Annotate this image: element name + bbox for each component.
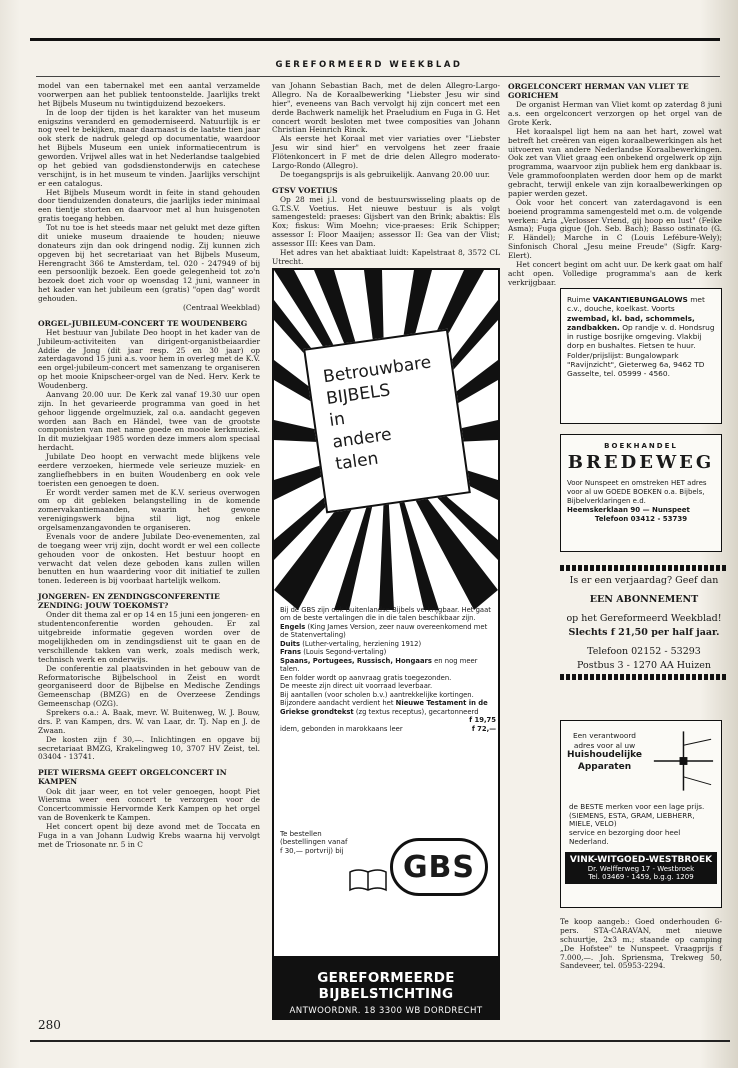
language-item: Duits (Luther-vertaling, herziening 1912) — [280, 639, 422, 648]
column-1 — [38, 82, 260, 850]
bible-cover-graphic — [303, 329, 471, 514]
source-credit: (Centraal Weekblad) — [182, 302, 260, 312]
paragraph: Het adres van het abaktiaat luidt: Kapelstraat 8, 3572 CL Utrecht. — [272, 247, 500, 266]
gbs-logo: GBS — [390, 838, 488, 896]
wavy-divider — [560, 565, 728, 571]
ad-note: De meeste zijn direct uit voorraad leverbaar. — [280, 682, 433, 691]
bookstore-label: BOEKHANDEL — [604, 442, 678, 450]
bookstore-name: BREDEWEG — [567, 452, 715, 473]
list-item: de BESTE merken voor een lage prijs. (SIEMENS, ESTA, GRAM, LIEBHERR, MIELE, VELO) — [569, 802, 705, 829]
paragraph: Op 28 mei j.l. vond de bestuurswisseling plaats op de G.T.S.V. Voetius. Het nieuwe bestuur is als volgt samengesteld: praeses: Gijsbert van den Brink; abaktis: Els Kox; fiskus: Wim Moehn; vice-praeses: Erik Schipper; assessor I: Floor Maaijen; assessor II: Gea van der Vlist; assessor III: Kees van Dam. — [272, 194, 500, 249]
paragraph: De conferentie zal plaatsvinden in het gebouw van de Reformatorische Bijbelschool in Zeist en wordt georganiseerd door de Bijbelse en Medische Zendings Gemeenschap (BMZG) en de Overzeese Zendings Gemeenschap (OZG). — [38, 663, 260, 709]
ad-intro: Een verantwoord adres voor al uw — [572, 731, 636, 750]
bookstore-description: Voor Nunspeet en omstreken HET adres voor al uw GOEDE BOEKEN o.a. Bijbels, Bijbelverklaringen e.d. — [567, 479, 707, 506]
masthead: GEREFORMEERD WEEKBLAD — [275, 60, 463, 70]
ad-footer-banner — [274, 956, 498, 1018]
ad-intro: Bij de GBS zijn ook buitenlandse Bijbels verkrijgbaar. Het gaat om de beste vertalingen die in die talen beschikbaar zijn. — [280, 606, 491, 623]
bookstore-phone: Telefoon 03412 - 53739 — [594, 515, 688, 524]
paragraph: De organist Herman van Vliet komt op zaterdag 8 juni a.s. een orgelconcert verzorgen op het orgel van de Grote Kerk. — [508, 100, 722, 127]
paragraph: Ook dit jaar weer, en tot veler genoegen, hoopt Piet Wiersma weer een concert te verzorgen voor de Concertcommissie Hervormde Kerk Kampen op het orgel van de Bovenkerk te Kampen. — [38, 786, 260, 823]
subscription-ad — [560, 562, 728, 683]
title-line: Betrouwbare — [321, 352, 433, 388]
price-row-1: f 19,75 — [469, 716, 496, 725]
ad-note: Een folder wordt op aanvraag gratis toegezonden. — [280, 673, 452, 682]
title-line: in — [328, 409, 347, 432]
store-banner — [565, 852, 717, 884]
subscription-price: Slechts f 21,50 per half jaar. — [568, 627, 720, 638]
classified-ad: Te koop aangeb.: Goed onderhouden 6-pers. STA-CARAVAN, met nieuwe schuurtje, 2x3 m.; staande op camping „De Hofstee" te Nunspeet. Vraagprijs f 7.000,—. Joh. Spriensma, Trekweg 50, Sandeveer, tel. 05953-2294. — [560, 917, 722, 971]
masthead-rule — [36, 76, 720, 77]
paragraph: Het bestuur van Jubilate Deo hoopt in het kader van de Jubileum-activiteiten van dirigent-organistbeiaardier Addie de Jong (dit jaar resp. 25 en 30 jaar) op zaterdagavond 15 juni a.s. voor hem in overleg met de K.V. een orgel-jubileum-concert met samenzang te organiseren op het mooie Knipscheer-orgel van de Ned. Herv. Kerk te Woudenberg. — [38, 327, 260, 391]
list-item: service en bezorging door heel Nederland. — [569, 827, 681, 846]
article-heading: JONGEREN- EN ZENDINGSCONFERENTIE ZENDING: JOUW TOEKOMST? — [38, 592, 220, 611]
feature-list — [565, 803, 717, 846]
column-3 — [508, 82, 722, 288]
top-rule — [30, 38, 720, 41]
appliance-store-ad — [560, 720, 722, 908]
store-phone: Tel. 03469 - 1459, b.g.g. 1209 — [588, 873, 694, 882]
subscription-question: Is er een verjaardag? Geef dan — [569, 575, 719, 586]
subscription-heading: EEN ABONNEMENT — [589, 594, 699, 605]
paragraph: model van een tabernakel met een aantal verzamelde voorwerpen aan het publiek tentoonstelde. Jaarlijks trekt het Bijbels Museum nu twintigduizend bezoekers. — [38, 81, 260, 108]
bottom-rule — [30, 1040, 730, 1042]
title-line: BIJBELS — [325, 380, 392, 410]
organization-address: ANTWOORDNR. 18 3300 WB DORDRECHT — [289, 1006, 483, 1016]
ad-highlight: Huishoudelijke Apparaten — [566, 750, 642, 772]
vacation-bungalow-ad: Ruime VAKANTIEBUNGALOWS met c.v., douche, koelkast. Voorts zwembad, kl. bad, schommels, zandbakken. Op randje v. d. Hondsrug in rustige bosrijke omgeving. Vlakbij dorp en bushaltes. Fietsen te huur. Folder/prijslijst: Bungalowpark "Ravijnzicht", Gieterweg 6a, 9462 TD Gasselte, tel. 05999 - 4560. — [560, 288, 722, 424]
paragraph: Sprekers o.a.: A. Baak, mevr. W. Buitenweg, W. J. Bouw, drs. P. van Kampen, drs. W. van Laar, dr. Tj. Nap en J. de Zwaan. — [38, 708, 260, 735]
paragraph: Evenals voor de andere Jubilate Deo-evenementen, zal de toegang weer vrij zijn, docht wordt er wel een collecte gehouden voor de onkosten. Het bestuur hoopt en verwacht dat velen deze geboden kans zullen willen benutten en hun waardering voor dit initiatief te zullen tonen. Iedereen is bij voorbaat hartelijk welkom. — [38, 531, 260, 586]
paragraph: De toegangsprijs is als gebruikelijk. Aanvang 20.00 uur. — [280, 169, 490, 179]
article-heading: PIET WIERSMA GEEFT ORGELCONCERT IN KAMPEN — [38, 768, 227, 787]
paragraph: Onder dit thema zal er op 14 en 15 juni een jongeren- en studentenconferentie worden gehouden. Er zal uitgebreide informatie gegeven worden over de mogelijkheden om in zendingsdienst uit te gaan en de verschillende takken van werk, zoals medisch werk, technisch werk en onderwijs. — [38, 610, 260, 664]
article-heading: ORGELCONCERT HERMAN VAN VLIET TE GORICHEM — [508, 82, 689, 101]
store-address: Dr. Welfferweg 17 - Westbroek — [587, 865, 695, 874]
paragraph: Als eerste het Koraal met vier variaties over "Liebster Jesu wir sind hier" en vervolgens het zeer fraaie Flötenkoncert in F met de drie delen Allegro moderato-Largo-Rondo (Allegro). — [272, 134, 500, 170]
paragraph: Het concert begint om acht uur. De kerk gaat om half acht open. Volledige programma's aan de kerk verkrijgbaar. — [508, 259, 722, 287]
paragraph: Jubilate Deo hoopt en verwacht mede blijkens vele eerdere verzoeken, hiermede vele serieuze muziek- en zangliefhebbers in en buiten Woudenberg en ook vele toeristen een genoegen te doen. — [38, 452, 260, 488]
paragraph: Ook voor het concert van zaterdagavond is een boeiend programma samengesteld met o.m. de volgende werken: Aria „Verlosser Vriend, gij hoop en lust" (Feike Asma); Fuga gigue (Joh. Seb. Bach); Basso ostinato (G. F. Händel); Marche in C (Louis Lefébure-Wely); Sinfonisch Choral „Jesu meine Freude" (Sigfr. Karg-Elert). — [508, 197, 722, 261]
subscription-phone: Telefoon 02152 - 53293 — [587, 646, 701, 657]
paragraph: Tot nu toe is het steeds maar net gelukt met deze giften dit unieke museum draaiende te houden; nieuwe donateurs zijn dan ook dringend nodig. Zij kunnen zich opgeven bij het secretariaat van het Bijbels Museum, Herengracht 366 te Amsterdam, tel. 020 - 247949 of bij een persoonlijk bezoek. Een goede gelegenheid tot zo'n bezoek doet zich voor op woensdag 12 juni, wanneer in het kader van het jubileum een (gratis) "open dag" wordt gehouden. — [38, 223, 260, 303]
language-item: Engels (King James Version, zeer nauw overeenkomend met de Statenvertaling) — [280, 622, 488, 640]
store-name: VINK-WITGOED-WESTBROEK — [569, 855, 713, 866]
ad-note: Bij aantallen (voor scholen b.v.) aantrekkelijke kortingen. — [280, 690, 474, 699]
title-line: talen — [334, 449, 380, 475]
page-number: 280 — [38, 1018, 61, 1032]
column-2 — [272, 82, 500, 267]
special-offer: Bijzondere aandacht verdient het Nieuwe Testament in de Griekse grondtekst (zg textus receptus), gecartonneerd — [280, 699, 488, 716]
bible-advertisement — [272, 268, 500, 1020]
ad-body-text — [280, 606, 496, 733]
paragraph: De kosten zijn f 30,—. Inlichtingen en opgave bij secretariaat BMZG, Krakelingweg 10, 3707 HV Zeist, tel. 03404 - 13741. — [38, 734, 260, 762]
title-line: andere — [331, 424, 393, 453]
wavy-divider — [560, 674, 728, 680]
paragraph: Het koraalspel ligt hem na aan het hart, zowel wat betreft het creëren van eigen koraalbewerkingen als het uitvoeren van andere Nederlandse Koraalbewerkingen. Ook zet van Vliet graag een onbekend orgelwerk op zijn programma, waarvoor zijn publiek hem erg dankbaar is. Vele grammofoonplaten werden door hem op de markt gebracht, terwijl enkele van zijn koraalbewerkingen op papier werden gezet. — [508, 126, 722, 198]
paragraph: Aanvang 20.00 uur. De Kerk zal vanaf 19.30 uur open zijn. In het gevarieerde programma van goed in het gehoor liggende orgelmuziek, zal o.a. aandacht gegeven worden aan Bach en Händel, twee van de grootste componisten van met name goede en mooie kerkmuziek. In dit muziekjaar 1985 worden deze immers alom speciaal herdacht. — [38, 389, 260, 453]
subscription-postbox: Postbus 3 - 1270 AA Huizen — [577, 660, 711, 671]
paragraph: Het concert opent bij deze avond met de Toccata en Fuga in a van Johann Ludwig Krebs waarna hij vervolgt met de Triosonate nr. 5 in C — [38, 822, 260, 849]
order-note: Te bestellen (bestellingen vanaf f 30,— portvrij) bij — [280, 830, 348, 855]
paragraph: Er wordt verder samen met de K.V. serieus overwogen om op dit gebleken belangstelling in de komende zomervakantiemaanden, waarin het gewone verenigingswerk bijna stil ligt, nog enkele orgelsamenzangavonden te organiseren. — [38, 487, 260, 533]
paragraph: van Johann Sebastian Bach, met de delen Allegro-Largo-Allegro. Na de Koraalbewerking "Liebster Jesu wir sind hier", eveneens van Bach vervolgt hij zijn concert met een derde Bachwerk namelijk het Praeludium en Fuga in G. Het concert wordt besloten met twee composities van Johann Christian Heinrich Rinck. — [272, 81, 500, 135]
bookstore-ad — [560, 434, 722, 552]
price-row-2: idem, gebonden in marokkaans leer f 72,— — [280, 724, 496, 733]
subscription-line: op het Gereformeerd Weekblad! — [566, 613, 722, 624]
location-map-graphic — [644, 725, 717, 797]
article-heading: GTSV VOETIUS — [272, 185, 338, 195]
article-heading: ORGEL-JUBILEUM-CONCERT TE WOUDENBERG — [38, 318, 248, 328]
paragraph: Het Bijbels Museum wordt in feite in stand gehouden door tienduizenden donateurs, die jaarlijks ieder minimaal een tientje storten en daarvoor met al hun huisgenoten gratis toegang hebben. — [38, 187, 260, 224]
bookstore-address: Heemskerklaan 90 — Nunspeet — [567, 506, 690, 515]
language-item: Frans (Louis Segond-vertaling) — [280, 648, 387, 657]
paragraph: In de loop der tijden is het karakter van het museum enigszins veranderd en gemoderniseerd. Natuurlijk is er nog veel te bekijken, maar daarnaast is de laatste tien jaar ook sterk de nadruk gelegd op documentatie, waardoor het Bijbels Museum een uniek informatiecentrum is geworden. Vrijwel alles wat in het Nederlandse taalgebied op het gebied van godsdienstonderwijs en catechese verschijnt, is in het museum te vinden. Jaarlijks verschijnt er een catalogus. — [38, 107, 260, 188]
language-item: Spaans, Portugees, Russisch, Hongaars en nog meer talen. — [280, 656, 478, 674]
organization-name: GEREFORMEERDE BIJBELSTICHTING — [317, 970, 455, 1002]
open-book-icon — [348, 866, 388, 892]
